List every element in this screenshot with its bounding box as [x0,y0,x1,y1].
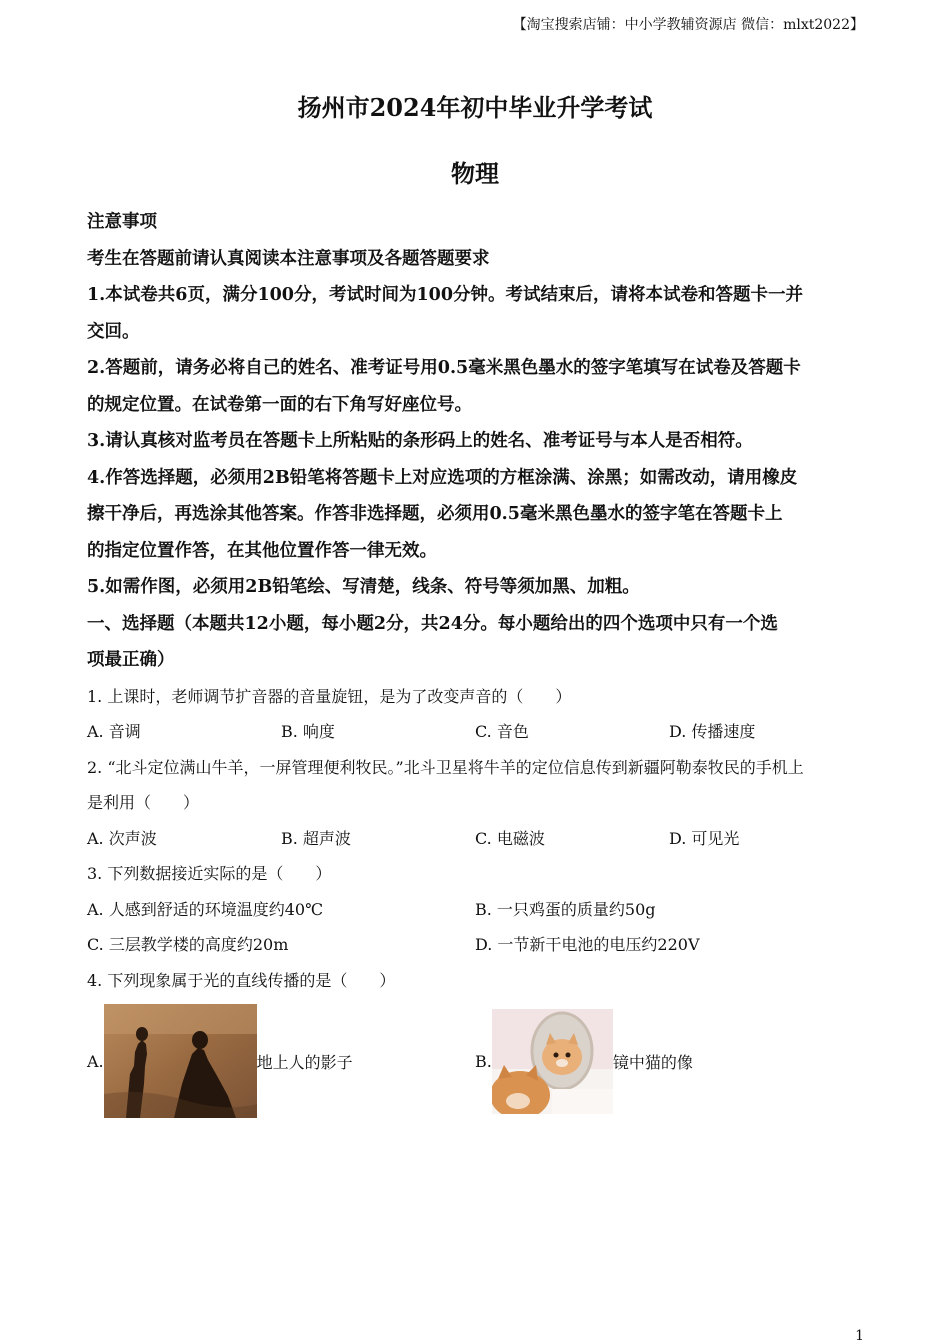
exam-content [87,204,863,1122]
section-heading-cont: 项最正确） [87,650,175,670]
question-2-options [87,821,863,857]
notice-item-4-cont: 擦干净后，再选涂其他答案。作答非选择题，必须用0.5毫米黑色墨水的签字笔在答题卡上 [87,504,783,524]
header-note: 【淘宝搜索店铺：中小学教辅资源店 微信：mlxt2022】 [512,17,864,33]
question-4-options [87,1000,863,1122]
notice-heading: 注意事项 [87,212,157,232]
option-c: C. 电磁波 [475,828,545,848]
option-b-text: 镜中猫的像 [612,1052,693,1072]
question-3-options-row-2 [87,927,863,963]
notice-item-3: 3.请认真核对监考员在答题卡上所粘贴的条形码上的姓名、准考证号与本人是否相符。 [87,431,753,451]
notice-intro: 考生在答题前请认真阅读本注意事项及各题答题要求 [87,248,490,269]
question-4-stem: 4. 下列现象属于光的直线传播的是（ ） [87,970,396,990]
notice-item-2: 2.答题前，请务必将自己的姓名、准考证号用0.5毫米黑色墨水的签字笔填写在试卷及答题卡 [87,358,801,378]
notice-item-2-cont: 的规定位置。在试卷第一面的右下角写好座位号。 [87,394,472,415]
option-d: D. 可见光 [669,828,740,848]
option-a-letter: A. [87,1051,104,1071]
question-2-stem-cont: 是利用（ ） [87,793,200,812]
option-c: C. 三层教学楼的高度约20m [87,935,289,954]
notice-item-4-cont2: 的指定位置作答，在其他位置作答一律无效。 [87,540,437,561]
subject-title: 物理 [451,159,499,188]
section-heading: 一、选择题（本题共12小题，每小题2分，共24分。每小题给出的四个选项中只有一个选 [87,613,778,634]
cat-mirror-photo [492,1009,613,1114]
notice-item-5: 5.如需作图，必须用2B铅笔绘、写清楚，线条、符号等须加黑、加粗。 [87,577,640,597]
option-a [87,1004,475,1118]
page-number: 1 [855,1328,864,1344]
notice-item-4: 4.作答选择题，必须用2B铅笔将答题卡上对应选项的方框涂满、涂黑；如需改动，请用橡皮 [87,467,798,488]
shadow-photo [104,1004,257,1118]
option-b: B. 超声波 [281,828,351,848]
option-d: D. 传播速度 [669,722,756,741]
option-c: C. 音色 [475,722,529,741]
option-b-letter: B. [475,1051,492,1071]
notice-item-1: 1.本试卷共6页，满分100分，考试时间为100分钟。考试结束后，请将本试卷和答题卡一并 [87,285,804,305]
option-a-text: 地上人的影子 [256,1052,353,1072]
exam-title: 扬州市2024年初中毕业升学考试 [297,93,653,122]
question-2-stem: 2. “北斗定位满山牛羊，一屏管理便利牧民。”北斗卫星将牛羊的定位信息传到新疆阿勒泰牧民的手机上 [87,757,804,777]
question-3-stem: 3. 下列数据接近实际的是（ ） [87,864,332,883]
question-1-options [87,714,863,750]
option-a: A. 音调 [87,722,141,741]
question-1-stem: 1. 上课时，老师调节扩音器的音量旋钮，是为了改变声音的（ ） [87,686,572,706]
notice-item-1-cont: 交回。 [87,321,140,342]
option-b [475,1009,863,1114]
option-a: A. 次声波 [87,828,157,848]
question-3-options-row-1 [87,892,863,928]
option-b: B. 一只鸡蛋的质量约50g [475,899,656,919]
option-b: B. 响度 [281,722,335,741]
option-a: A. 人感到舒适的环境温度约40℃ [87,899,323,919]
option-d: D. 一节新干电池的电压约220V [475,935,700,954]
